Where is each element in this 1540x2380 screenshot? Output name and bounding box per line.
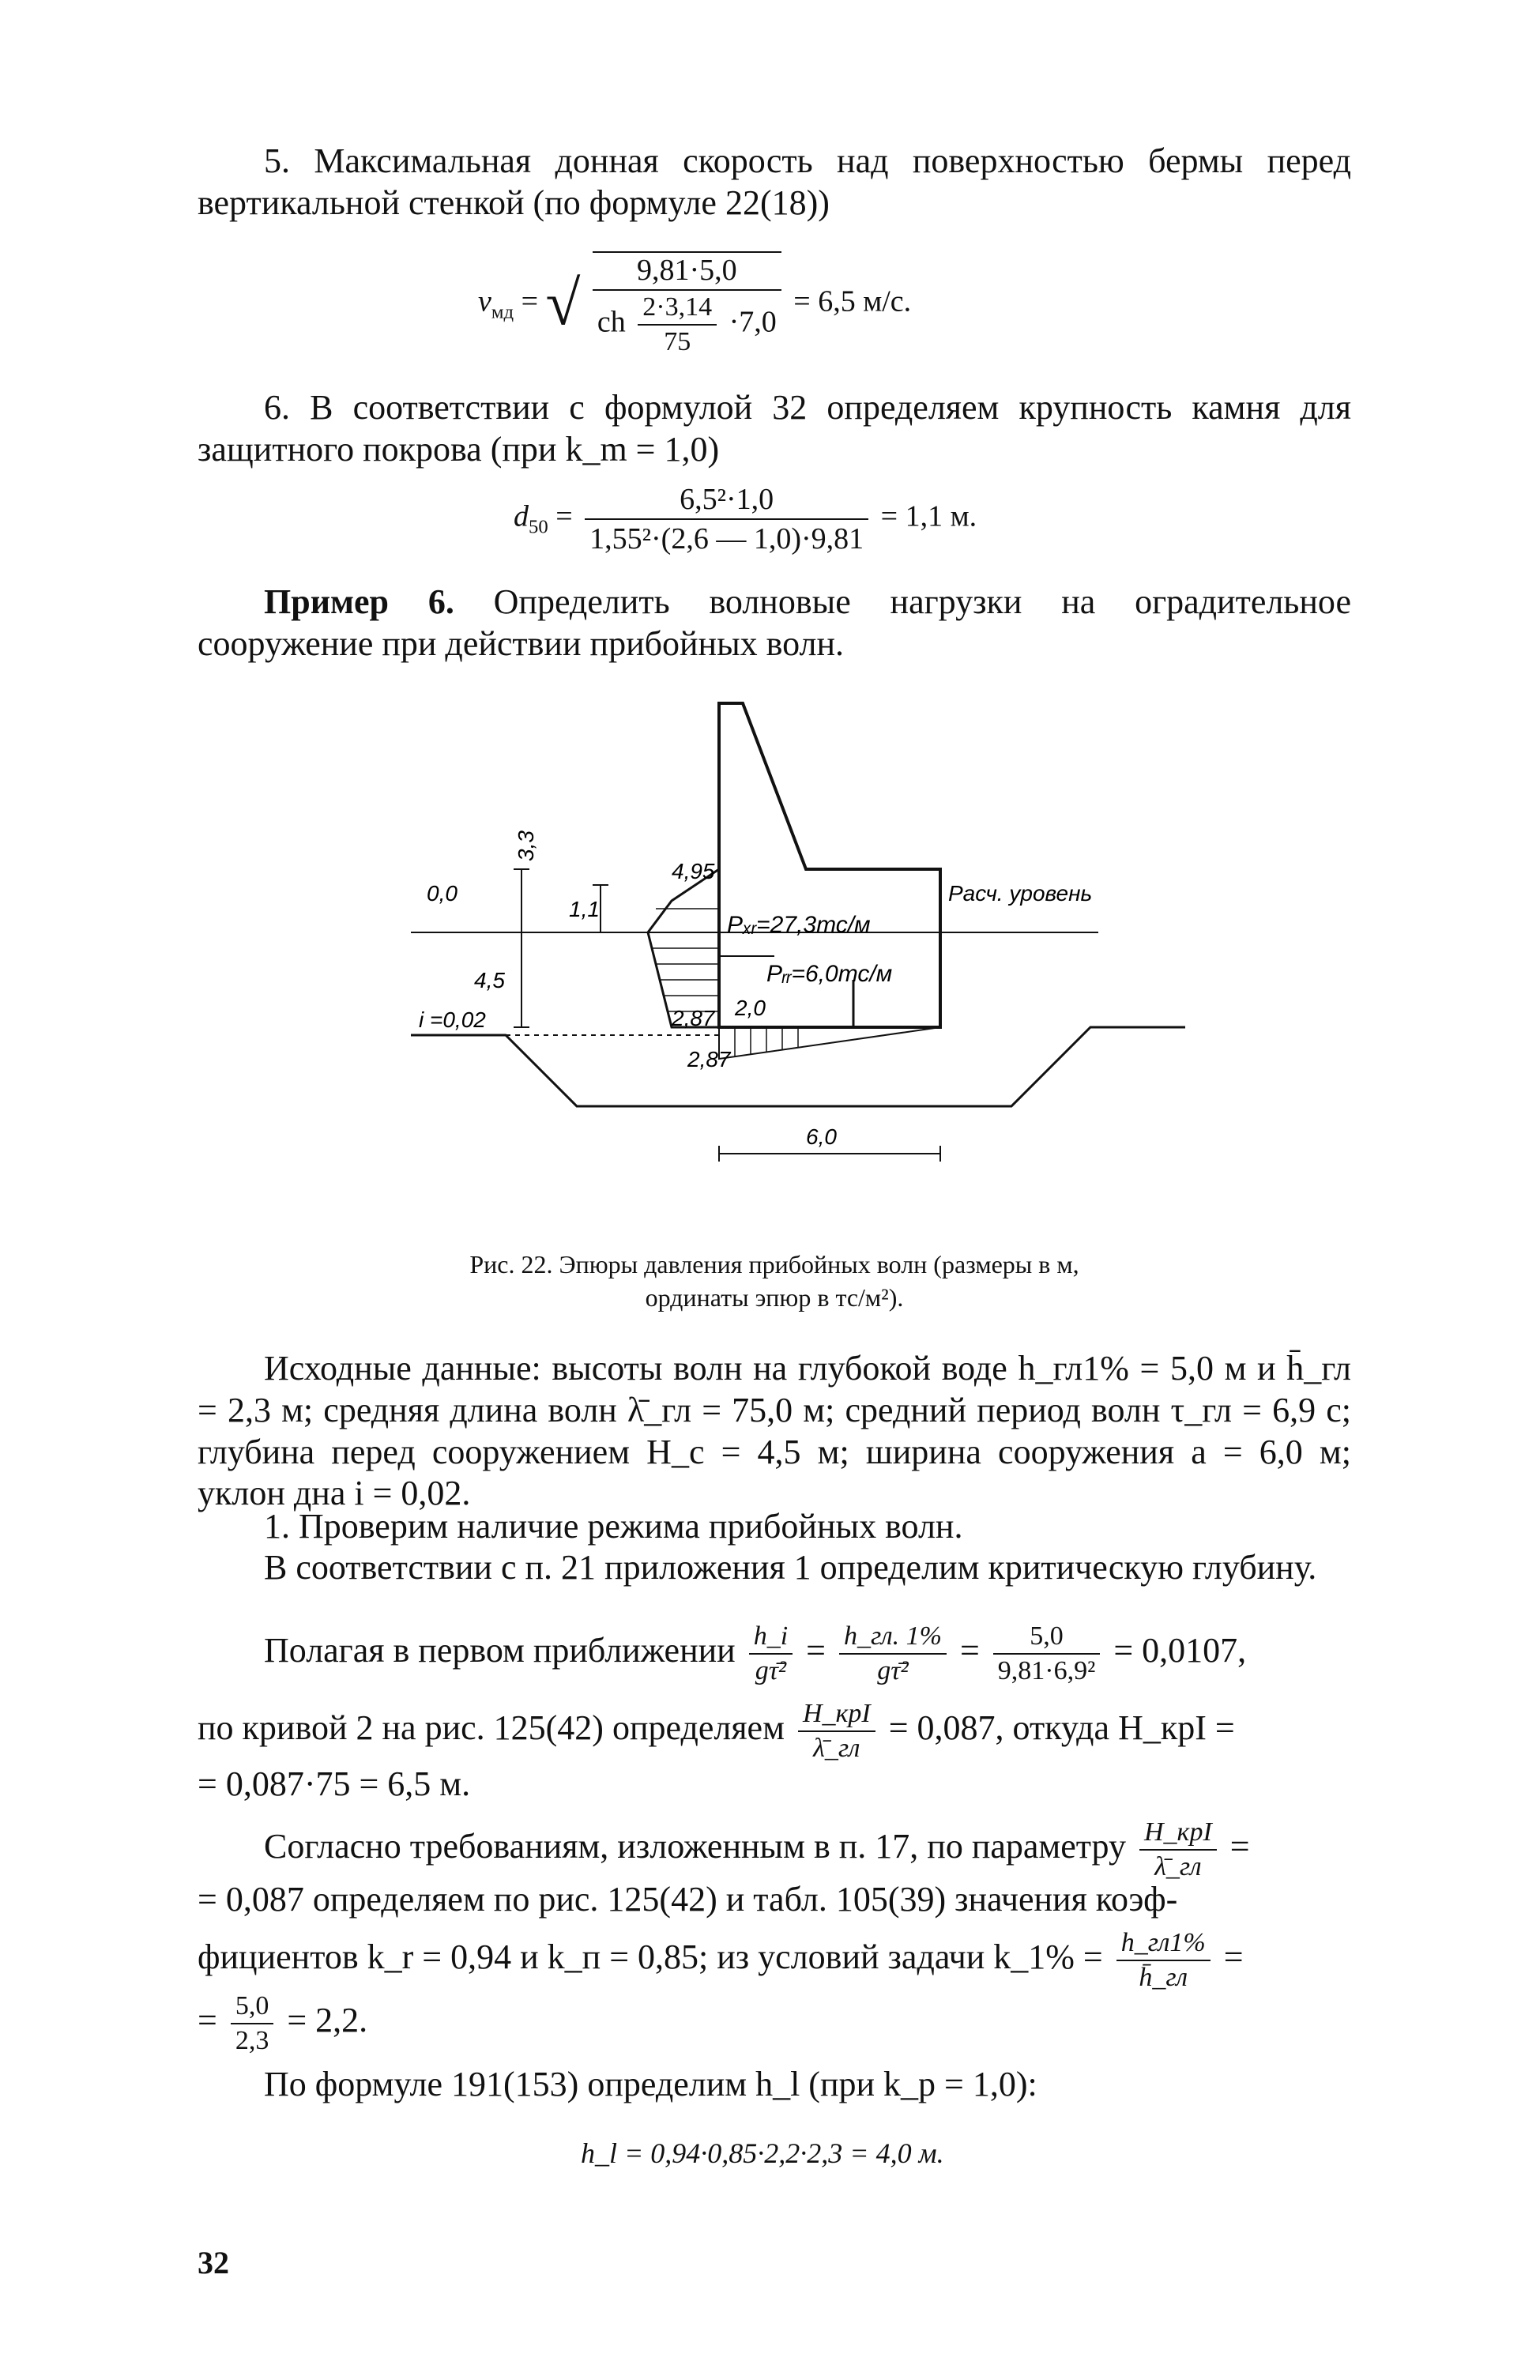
according-line1: Согласно требованиям, изложенным в п. 17, по параметру $\frac{\text{H\_крI}}{\lambdā\_гл}$ = [264,1817,1250,1881]
example6-text: Определить волновые нагрузки на оградительное сооружение при действии прибойных волн. [198,582,1351,663]
label-zero: 0,0 [427,881,457,906]
item6-text: 6. В соответствии с формулой 32 определяем крупность камня для защитного покрова (при k_m = 1,0) [198,388,1351,469]
item6-formula: $d_{50}$ = $\frac{\text{6,5²·1,0}}{\text{1,55²·(2,6 — 1,0)·9,81}}$ = 1,1 м. [514,483,977,555]
label-pzr: Pᵣᵣ=6,0тс/м [766,961,893,987]
approx-line: Полагая в первом приближении $\frac{h\_i}{\text{gτ̄²}}$ = $\frac{h\_гл. 1\%}{\text{gτ̄²}}$ = $\frac{5,0}{\text{9,81·6,9²}}$ = 0,0107, [264,1621,1247,1685]
formula-191: По формуле 191(153) определим h_l (при k_p = 1,0): [264,2065,1037,2103]
example6-label: Пример 6. [264,582,454,621]
label-slope: i =0,02 [419,1007,486,1032]
according-line4: = $\frac{5,0}{2,3}$ = 2,2. [198,1991,368,2055]
label-33: 3,3 [514,830,538,861]
input-data: Исходные данные: высоты волн на глубокой воде h_гл1% = 5,0 м и h̄_гл = 2,3 м; средняя длина волн λ̄_гл = 75,0 м; средний период волн τ_гл = 6,9 с; глубина перед сооружением H_c = 4,5 м; ширина сооружения a = 6,0 м; уклон дна i = 0,02. [198,1349,1351,1513]
hl-equation: h_l = 0,94·0,85·2,2·2,3 = 4,0 м. [581,2137,944,2169]
label-60: 6,0 [806,1124,837,1149]
figure-caption: Рис. 22. Эпюры давления прибойных волн (размеры в м, ординаты эпюр в тс/м²). [469,1250,1079,1312]
step1b: В соответствии с п. 21 приложения 1 определим критическую глубину. [264,1548,1317,1587]
according-line2: = 0,087 определяем по рис. 125(42) и табл. 105(39) значения коэф- [198,1880,1178,1919]
item5-result: = 6,5 м/с. [793,284,912,318]
label-495: 4,95 [672,859,715,883]
page-number: 32 [198,2245,229,2280]
example6 [198,582,1351,665]
item5-text: 5. Максимальная донная скорость над поверхностью бермы перед вертикальной стенкой (по формуле 22(18)) [198,141,1351,222]
wave-pressure-diagram [395,695,1217,1233]
label-20: 2,0 [735,996,766,1020]
item5-numerator: 9,81·5,0 [593,253,781,291]
label-287a: 2,87 [672,1006,715,1030]
step1: 1. Проверим наличие режима прибойных волн. [264,1507,963,1546]
label-level: Расч. уровень [948,881,1093,906]
label-45: 4,5 [474,968,505,992]
label-pxr: Pₓᵣ=27,3тс/м [727,912,871,938]
label-287b: 2,87 [687,1047,731,1071]
label-11: 1,1 [569,897,600,921]
according-line3: фициентов k_r = 0,94 и k_п = 0,85; из условий задачи k_1% = $\frac{h\_гл1\%}{h̄\_гл}$ = [198,1928,1244,1992]
curve-line2: = 0,087·75 = 6,5 м. [198,1764,471,1803]
item5-formula: $v_{мд}$ = √ 9,81·5,0 ch $\frac{2\cdot 3,14}{75}$ ·7,0 = 6,5 м/с. [478,251,911,357]
item5-lhs: v [478,284,491,318]
curve-line: по кривой 2 на рис. 125(42) определяем $\frac{\text{H\_крI}}{\lambdā\_гл}$ = 0,087, откуда H_крI = [198,1699,1235,1763]
